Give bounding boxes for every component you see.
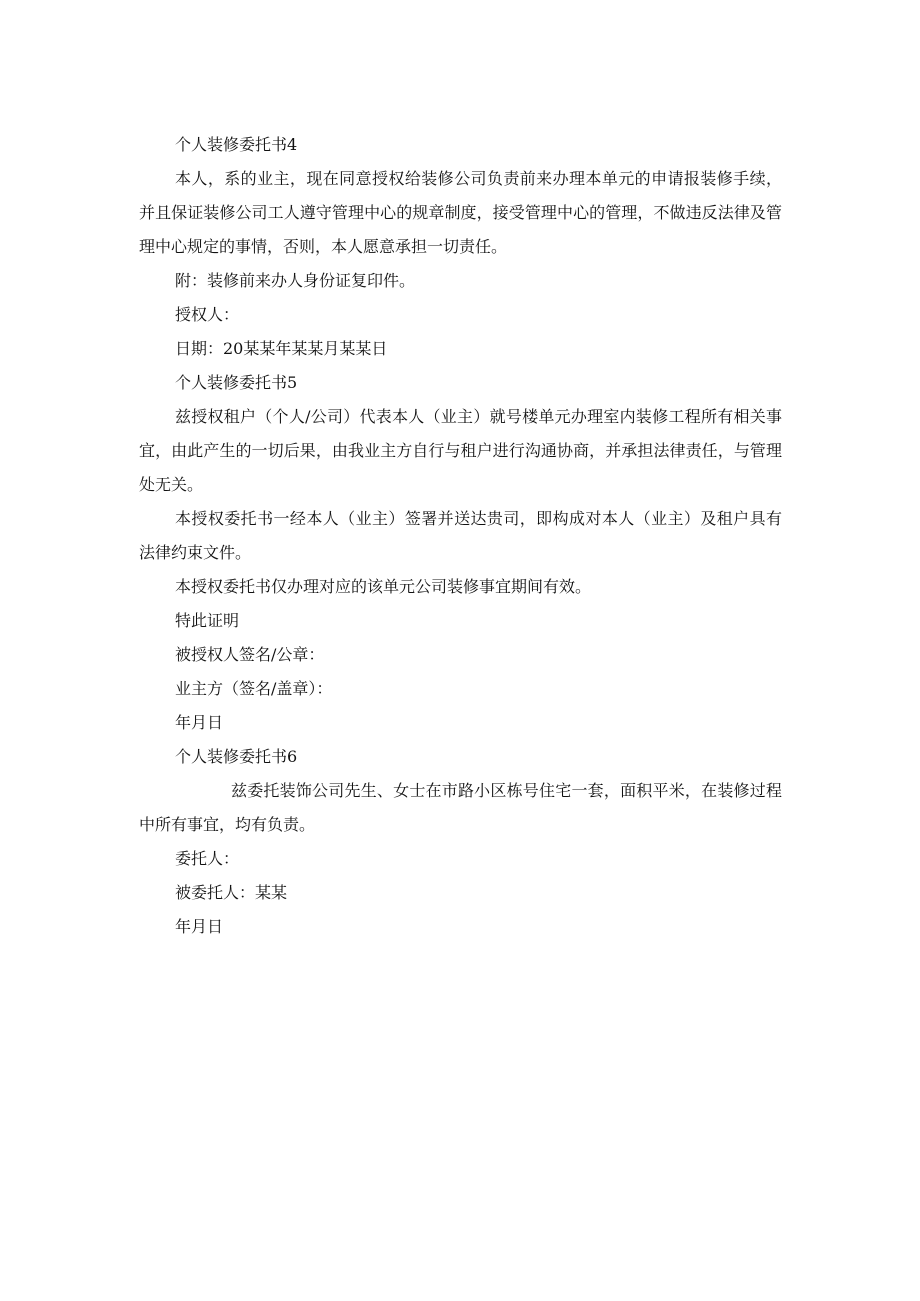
authorization-5-body: 兹授权租户（个人/公司）代表本人（业主）就号楼单元办理室内装修工程所有相关事宜，由此产生的一切后果，由我业主方自行与租户进行沟通协商，并承担法律责任，与管理处无关。: [139, 407, 782, 494]
document-body: [139, 128, 782, 944]
agent-field: 被委托人：某某: [175, 883, 288, 902]
heading-authorization-5: 个人装修委托书5: [175, 373, 298, 392]
heading-authorization-4: 个人装修委托书4: [175, 135, 298, 154]
date-line-6: 年月日: [175, 917, 224, 936]
date-field: 日期：20某某年某某月某某日: [175, 339, 388, 358]
date-line-5: 年月日: [175, 713, 224, 732]
principal-field: 委托人：: [175, 849, 240, 868]
owner-signature-field: 业主方（签名/盖章）：: [175, 679, 333, 698]
authorized-signature-field: 被授权人签名/公章：: [175, 645, 325, 664]
attachment-note: 附：装修前来办人身份证复印件。: [175, 271, 416, 290]
authorization-6-body: 兹委托装饰公司先生、女士在市路小区栋号住宅一套，面积平米，在装修过程中所有事宜，均有负责。: [139, 781, 782, 834]
authorization-5-validity: 本授权委托书仅办理对应的该单元公司装修事宜期间有效。: [175, 577, 592, 596]
certification-line: 特此证明: [175, 611, 240, 630]
authorization-4-body: 本人，系的业主，现在同意授权给装修公司负责前来办理本单元的申请报装修手续，并且保证装修公司工人遵守管理中心的规章制度，接受管理中心的管理，不做违反法律及管理中心规定的事情，否则，本人愿意承担一切责任。: [139, 169, 782, 256]
heading-authorization-6: 个人装修委托书6: [175, 747, 298, 766]
authorizer-field: 授权人：: [175, 305, 240, 324]
authorization-5-effect: 本授权委托书一经本人（业主）签署并送达贵司，即构成对本人（业主）及租户具有法律约束文件。: [139, 509, 782, 562]
